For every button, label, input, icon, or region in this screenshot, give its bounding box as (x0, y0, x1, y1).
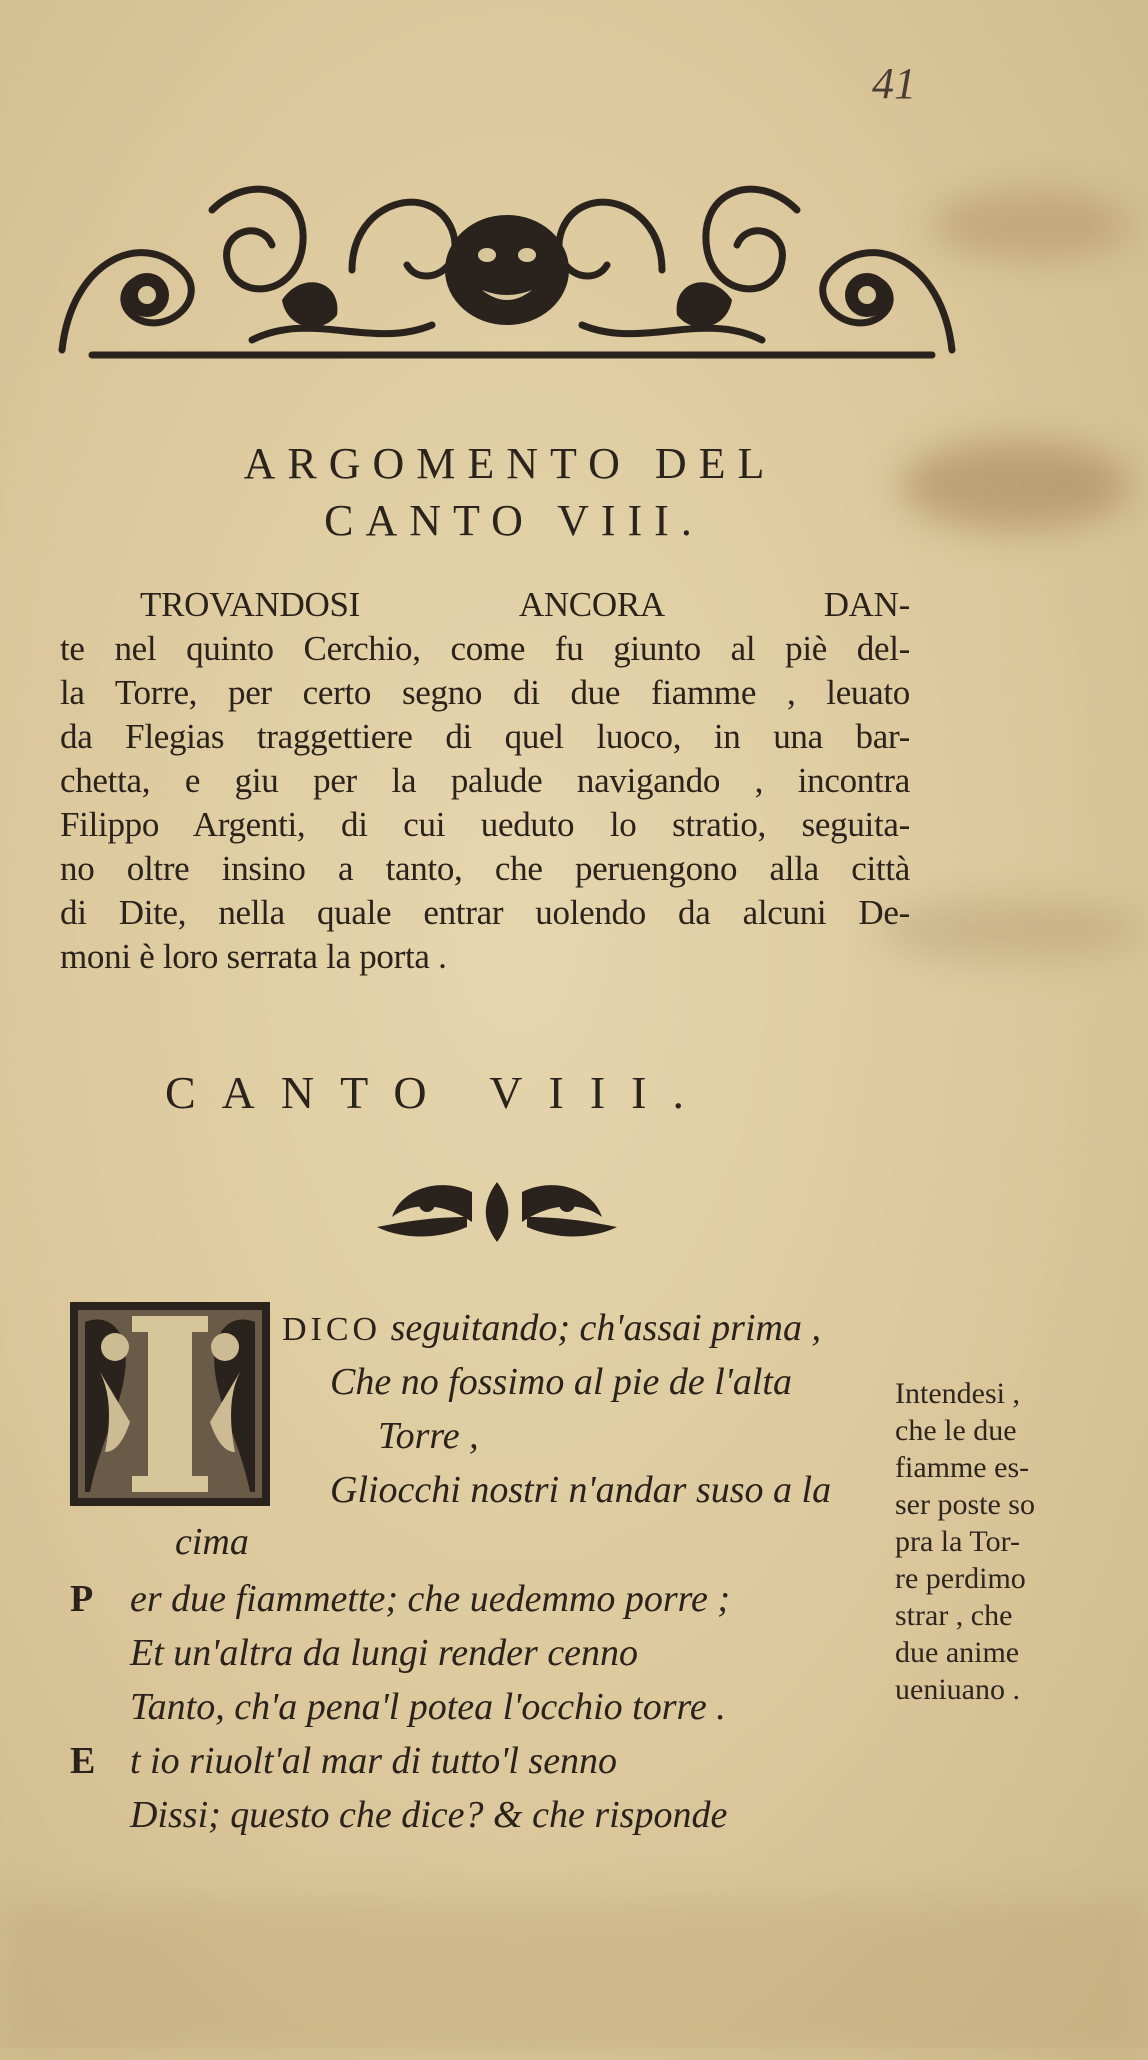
verse-lead-letter: P (70, 1578, 94, 1620)
verse-line-3b: cima (175, 1521, 249, 1563)
gloss-line: re perdimo (895, 1562, 1026, 1595)
fleuron-ornament (372, 1172, 622, 1250)
verse-line-5: Et un'altra da lungi render cenno (130, 1632, 639, 1674)
verse-line-6: Tanto, ch'a pena'l potea l'occhio torre . (130, 1686, 726, 1728)
gloss-line: strar , che (895, 1599, 1013, 1632)
argument-line: moni è loro serrata la porta . (60, 937, 447, 976)
marginal-gloss (895, 1375, 1095, 1708)
argument-line: la Torre, per certo segno di due fiamme , leuato (60, 673, 910, 712)
argument-line: te nel quinto Cerchio, come fu giunto al piè del- (60, 629, 910, 668)
verse-line-3: Gliocchi nostri n'andar suso a la (330, 1469, 832, 1511)
gloss-line: che le due (895, 1414, 1017, 1447)
gloss-line: ser poste so (895, 1488, 1035, 1521)
gloss-line: fiamme es- (895, 1451, 1030, 1484)
argument-line: da Flegias traggettiere di quel luoco, in una bar- (60, 717, 910, 756)
ornamental-headpiece (52, 150, 962, 365)
verse-line-2: Che no fossimo al pie de l'alta (330, 1361, 792, 1403)
verse-text: er due fiammette; che uedemmo porre ; (130, 1578, 731, 1620)
argument-heading-line2: CANTO VIII. (324, 496, 704, 545)
argument-paragraph (60, 583, 910, 979)
gloss-line: Intendesi , (895, 1377, 1020, 1410)
argument-line: di Dite, nella quale entrar uolendo da alcuni De- (60, 893, 910, 932)
argument-line: Filippo Argenti, di cui ueduto lo stratio, seguita- (60, 805, 910, 844)
verse-text: t io riuolt'al mar di tutto'l senno (130, 1740, 618, 1782)
verse-line-1 (282, 1303, 821, 1355)
verse-text: seguitando; ch'assai prima , (381, 1307, 821, 1349)
verse-line-7 (70, 1736, 617, 1786)
argument-line: no oltre insino a tanto, che peruengono alla città (60, 849, 910, 888)
gloss-line: due anime (895, 1636, 1020, 1669)
stain (880, 900, 1140, 960)
woodcut-initial-i (70, 1302, 270, 1506)
argument-line: chetta, e giu per la palude navigando , incontra (60, 761, 910, 800)
verse-line-4 (70, 1574, 730, 1624)
verse-line-2b: Torre , (378, 1415, 479, 1457)
argument-line: TROVANDOSI ANCORA DAN- (140, 585, 910, 624)
canto-title: CANTO VIII. (165, 1067, 710, 1118)
argument-heading-line1: ARGOMENTO DEL (243, 439, 777, 488)
gloss-line: ueniuano . (895, 1673, 1020, 1706)
gloss-line: pra la Tor- (895, 1525, 1021, 1558)
verse-initial-caps: DICO (282, 1311, 382, 1348)
stain (0, 1900, 1148, 2060)
folio-number: 41 (872, 59, 916, 108)
verse-line-8: Dissi; questo che dice? & che risponde (130, 1794, 728, 1836)
verse-lead-letter: E (70, 1740, 96, 1782)
